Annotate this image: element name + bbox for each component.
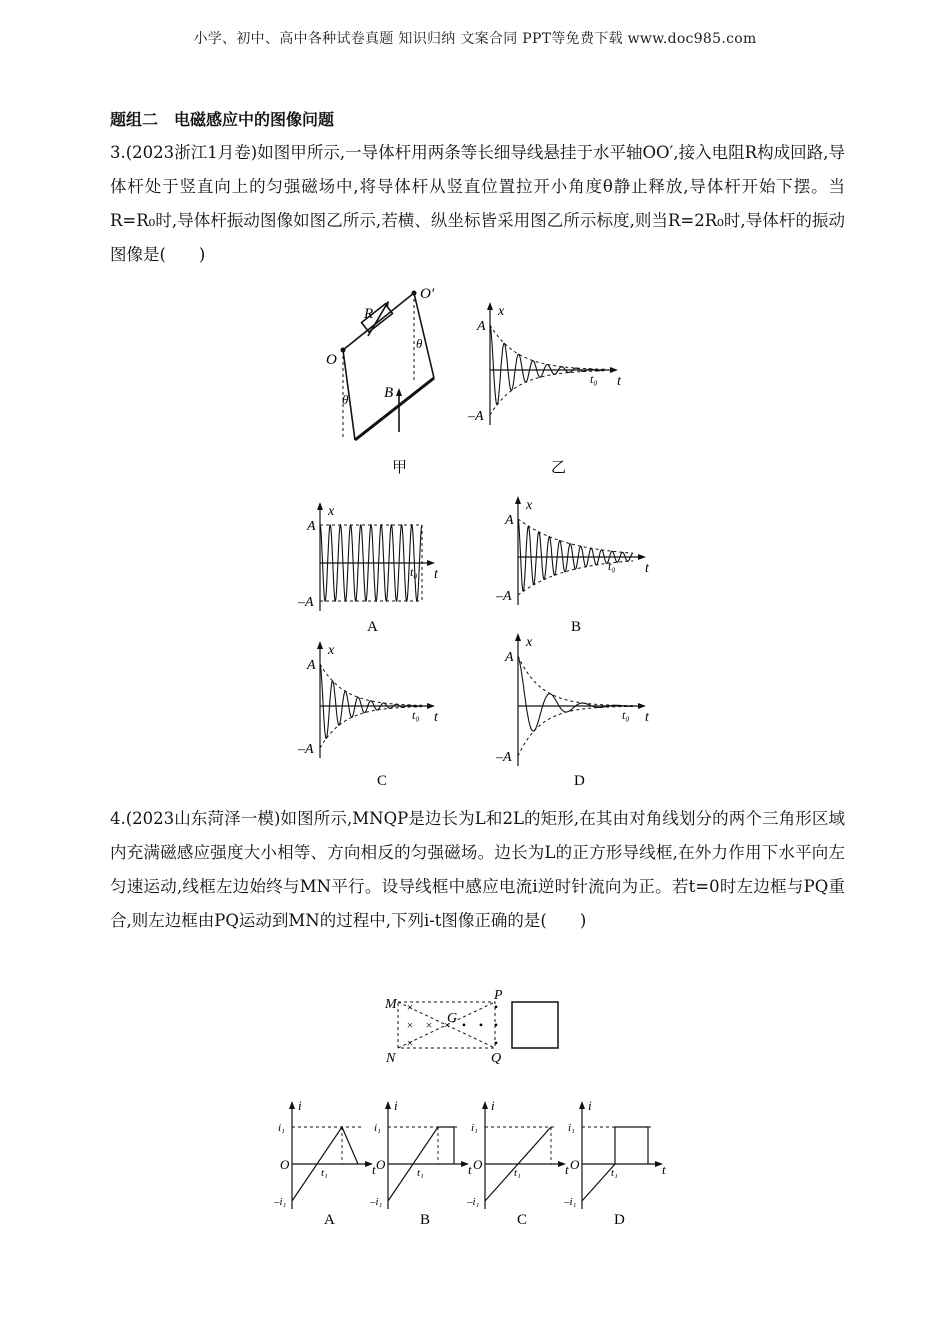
label-negA: –A — [298, 595, 314, 610]
question-3-text: 3.(2023浙江1月卷)如图甲所示,一导体杆用两条等长细导线悬挂于水平轴OO′,接入电阻R构成回路,导体杆处于竖直向上的匀强磁场中,将导体杆从竖直位置拉开小角度θ静止释放,导体杆开始下摆。当R=R₀时,导体杆振动图像如图乙所示,若横、纵坐标皆采用图乙所示标度,则当R=2R₀时,导体杆的振动图像是( ) — [110, 143, 845, 264]
label-P: P — [494, 988, 503, 1003]
axis-label-x: x — [328, 643, 335, 658]
cross-mark: × — [406, 1000, 414, 1014]
label-O: O — [473, 1157, 483, 1172]
section-title: 题组二 电磁感应中的图像问题 — [110, 110, 335, 129]
label-A: A — [307, 658, 316, 673]
label-R: R — [364, 306, 374, 322]
label-i1: i₁ — [374, 1122, 381, 1134]
option-label-C: C — [517, 1212, 528, 1228]
label-i1: i₁ — [278, 1122, 285, 1134]
axis-label-t: t — [434, 710, 438, 725]
label-negA: –A — [496, 589, 512, 604]
label-t1: t₁ — [321, 1167, 328, 1179]
axis-label-i: i — [588, 1098, 592, 1113]
page-header: 小学、初中、高中各种试卷真题 知识归纳 文案合同 PPT等免费下载 www.doc985.com — [193, 31, 757, 47]
label-negA: –A — [298, 742, 314, 757]
axis-label-t: t — [617, 374, 621, 389]
caption-jia: 甲 — [392, 460, 408, 476]
label-Q: Q — [491, 1051, 502, 1066]
label-Oprime: O′ — [420, 286, 435, 302]
label-i1: i₁ — [568, 1122, 575, 1134]
label-O: O — [376, 1157, 386, 1172]
axis-label-t: t — [662, 1162, 666, 1177]
label-t0: t₀ — [590, 372, 598, 386]
label-N: N — [386, 1051, 396, 1066]
option-label-A: A — [367, 619, 378, 635]
i-axis-arrowhead — [579, 1101, 585, 1109]
dot-mark: • — [493, 1018, 499, 1032]
label-A: A — [477, 319, 486, 334]
axis-label-i: i — [491, 1098, 495, 1113]
label-A: A — [505, 513, 514, 528]
cross-mark: × — [425, 1018, 433, 1032]
label-t0: t₀ — [608, 559, 616, 573]
option-label-A: A — [324, 1212, 335, 1228]
axis-label-x: x — [526, 635, 533, 650]
option-label-C: C — [377, 773, 388, 789]
label-negi1: –i₁ — [467, 1196, 480, 1208]
label-M: M — [385, 997, 397, 1012]
axis-label-x: x — [328, 504, 335, 519]
i-axis-arrowhead — [289, 1101, 295, 1109]
axis-label-i: i — [298, 1098, 302, 1113]
label-negi1: –i₁ — [370, 1196, 383, 1208]
label-O: O — [570, 1157, 580, 1172]
axis-label-i: i — [394, 1098, 398, 1113]
dot-mark: • — [478, 1018, 484, 1032]
label-t1: t₁ — [514, 1167, 521, 1179]
option-label-D: D — [574, 773, 585, 789]
caption-yi: 乙 — [551, 460, 567, 476]
dot-mark: • — [493, 1036, 499, 1050]
label-negA: –A — [496, 750, 512, 765]
label-O: O — [326, 352, 337, 368]
i-axis-arrowhead — [482, 1101, 488, 1109]
dot-mark: • — [493, 1000, 499, 1014]
axis-label-t: t — [645, 561, 649, 576]
label-t1: t₁ — [611, 1167, 618, 1179]
label-t0: t₀ — [410, 565, 418, 579]
option-B-it-graph — [369, 1098, 472, 1228]
label-negA: –A — [468, 409, 484, 424]
option-label-B: B — [571, 619, 582, 635]
option-A-it-graph — [273, 1098, 376, 1228]
label-t1: t₁ — [417, 1167, 424, 1179]
label-i1: i₁ — [471, 1122, 478, 1134]
label-t0: t₀ — [412, 708, 420, 722]
axis-label-x: x — [526, 498, 533, 513]
axis-label-t: t — [645, 710, 649, 725]
question-4-text: 4.(2023山东菏泽一模)如图所示,MNQP是边长为L和2L的矩形,在其由对角线划分的两个三角形区域内充满磁感应强度大小相等、方向相反的匀强磁场。边长为L的正方形导线框,在外力作用下水平向左匀速运动,线框左边始终与MN平行。设导线框中感应电流i逆时针流向为正。若t=0时左边框与PQ重合,则左边框由PQ运动到MN的过程中,下列i-t图像正确的是( ) — [110, 809, 845, 930]
label-negi1: –i₁ — [274, 1196, 287, 1208]
label-negi1: –i₁ — [564, 1196, 577, 1208]
axis-label-t: t — [434, 567, 438, 582]
option-label-B: B — [420, 1212, 431, 1228]
axis-label-t: t — [372, 1162, 376, 1177]
option-C-it-graph — [466, 1098, 569, 1228]
label-A: A — [505, 650, 514, 665]
dot-mark: • — [461, 1018, 467, 1032]
option-D-it-graph — [563, 1098, 666, 1228]
cross-mark: × — [406, 1018, 414, 1032]
option-label-D: D — [614, 1212, 625, 1228]
label-t0: t₀ — [622, 708, 630, 722]
label-theta-left: θ — [342, 392, 349, 407]
label-theta-right: θ — [416, 336, 423, 351]
cross-mark: × — [406, 1036, 414, 1050]
axis-label-x: x — [498, 304, 505, 319]
label-G: G — [447, 1011, 458, 1026]
axis-label-t: t — [468, 1162, 472, 1177]
i-axis-arrowhead — [385, 1101, 391, 1109]
label-O: O — [280, 1157, 290, 1172]
axis-label-t: t — [565, 1162, 569, 1177]
cross-mark: × — [443, 1018, 451, 1032]
label-A: A — [307, 519, 316, 534]
label-B: B — [384, 385, 394, 401]
